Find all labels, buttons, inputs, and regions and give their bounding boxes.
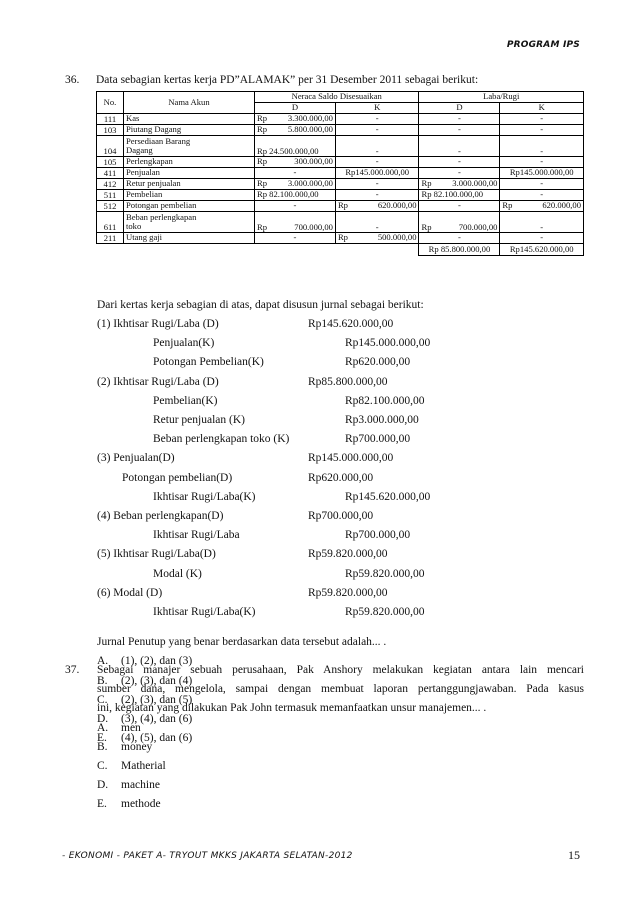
journal-lead: Dari kertas kerja sebagian di atas, dapat disusun jurnal sebagai berikut: <box>97 299 424 311</box>
question-36-prompt: Jurnal Penutup yang benar berdasarkan data tersebut adalah... . <box>97 636 387 649</box>
journal-entry-account: Beban perlengkapan toko (K) <box>153 433 290 446</box>
option-letter: C. <box>97 760 108 772</box>
nsd-kredit-cell: - <box>335 179 419 190</box>
lr-kredit-cell: - <box>500 212 584 233</box>
option-letter: B. <box>97 674 108 687</box>
account-number: 511 <box>97 190 124 201</box>
question-intro: Data sebagian kertas kerja PD”ALAMAK” per 31 Desember 2011 sebagai berikut: <box>96 74 479 86</box>
account-name <box>124 168 255 179</box>
lr-debit-cell: - <box>419 125 500 136</box>
table-row <box>97 157 584 168</box>
nsd-debit-cell <box>255 125 336 136</box>
option-text: methode <box>121 798 161 811</box>
journal-entry-amount: Rp59.820.000,00 <box>308 548 388 561</box>
question-number: 36. <box>65 74 80 86</box>
journal-entry-amount: Rp59.820.000,00 <box>345 606 425 618</box>
lr-kredit-cell: - <box>500 114 584 125</box>
totals-row <box>97 244 584 256</box>
account-name-line: Persediaan Barang <box>126 135 191 146</box>
lr-debit-cell: - <box>419 168 500 179</box>
nsd-kredit-cell: - <box>335 136 419 157</box>
account-number: 111 <box>97 114 124 125</box>
amount-prefix: Rp <box>502 200 513 211</box>
account-name-line: Potongan pembelian <box>126 200 197 211</box>
lr-debit-cell: - <box>419 233 500 244</box>
journal-entry-account: (6) Modal (D) <box>97 586 163 599</box>
table-row <box>97 179 584 190</box>
account-name <box>124 190 255 201</box>
journal-entry-account: (1) Ikhtisar Rugi/Laba (D) <box>97 318 219 330</box>
question-number: 37. <box>65 664 80 676</box>
journal-entry-account: (3) Penjualan(D) <box>97 452 175 465</box>
journal-entry-amount: Rp82.100.000,00 <box>345 394 425 407</box>
account-name <box>124 114 255 125</box>
account-number: 611 <box>97 212 124 233</box>
nsd-debit-cell <box>255 157 336 168</box>
nsd-debit-cell <box>255 136 336 157</box>
nsd-debit-cell <box>255 190 336 201</box>
amount-value: 500.000,00 <box>377 232 417 243</box>
amount-value: 700.000,00 <box>294 221 333 232</box>
worksheet-table <box>96 91 584 256</box>
journal-entry-amount: Rp85.800.000,00 <box>308 375 388 388</box>
amount-prefix: Rp 24.500.000,00 <box>257 145 319 156</box>
amount-value: 3.000.000,00 <box>452 178 498 189</box>
question-37-text: ini, kegiatan yang dilakukan Pak John termasuk memanfaatkan unsur manajemen... . <box>97 702 487 715</box>
account-name <box>124 136 255 157</box>
table-row <box>97 233 584 244</box>
amount-value: 5.800.000,00 <box>287 124 333 135</box>
lr-kredit-cell: - <box>500 190 584 201</box>
table-row <box>97 114 584 125</box>
header-neraca-saldo: Neraca Saldo Disesuaikan <box>255 92 419 103</box>
journal-entry-account: Penjualan(K) <box>153 337 215 350</box>
amount-prefix: Rp <box>257 124 268 135</box>
journal-entry-amount: Rp3.000.000,00 <box>345 414 419 426</box>
amount-value: 700.000,00 <box>458 221 498 232</box>
lr-kredit-cell: - <box>500 157 584 168</box>
lr-debit-cell: - <box>419 136 500 157</box>
amount-prefix: Rp <box>421 178 432 189</box>
table-row <box>97 168 584 179</box>
amount-value: 300.000,00 <box>294 156 333 167</box>
nsd-kredit-cell: - <box>335 114 419 125</box>
account-name-line: Dagang <box>126 145 153 155</box>
option-text: men <box>121 721 141 734</box>
journal-entry-amount: Rp620.000,00 <box>345 356 411 369</box>
header-nsd-debit: D <box>255 103 336 114</box>
nsd-debit-cell <box>255 212 336 233</box>
header-tag: PROGRAM IPS <box>506 40 580 50</box>
option-letter: E. <box>97 798 107 811</box>
journal-entry-amount: Rp145.000.000,00 <box>345 337 431 350</box>
journal-entry-account: Ikhtisar Rugi/Laba(K) <box>153 490 256 503</box>
journal-entry-account: (5) Ikhtisar Rugi/Laba(D) <box>97 548 216 561</box>
option-letter: D. <box>97 779 109 792</box>
account-name-line: Piutang Dagang <box>126 124 182 135</box>
header-no: No. <box>97 92 124 114</box>
lr-kredit-cell <box>500 201 584 212</box>
amount-value: 620.000,00 <box>542 200 581 211</box>
option-text: money <box>121 740 153 753</box>
account-number: 104 <box>97 136 124 157</box>
account-name-line: Retur penjualan <box>126 178 181 189</box>
nsd-kredit-cell: - <box>335 125 419 136</box>
amount-value: 3.300.000,00 <box>287 113 333 124</box>
nsd-debit-cell: - <box>255 201 336 212</box>
lr-debit-cell <box>419 179 500 190</box>
option-text: machine <box>121 779 160 792</box>
nsd-kredit-cell: - <box>335 190 419 201</box>
nsd-kredit-cell: - <box>335 157 419 168</box>
amount-prefix: Rp <box>257 156 268 167</box>
amount-value: 620.000,00 <box>377 200 417 211</box>
question-37-text: Sebagai manajer sebuah perusahaan, Pak Anshory melakukan kegiatan antara lain mencari <box>97 664 584 676</box>
table-row <box>97 212 584 233</box>
option-text: (2), (3), dan (4) <box>121 674 193 687</box>
nsd-debit-cell <box>255 179 336 190</box>
journal-entry-amount: Rp59.820.000,00 <box>308 586 388 599</box>
account-number: 412 <box>97 179 124 190</box>
account-name-line: Perlengkapan <box>126 156 173 167</box>
totals-spacer <box>97 244 419 256</box>
account-name <box>124 233 255 244</box>
header-nsd-kredit: K <box>335 103 419 114</box>
header-lr-debit: D <box>419 103 500 114</box>
nsd-debit-cell: - <box>255 168 336 179</box>
lr-kredit-cell: Rp145.000.000,00 <box>500 168 584 179</box>
account-name <box>124 212 255 233</box>
option-text: (4), (5), dan (6) <box>121 732 193 745</box>
account-name-line: Penjualan <box>126 167 160 178</box>
nsd-kredit-cell: - <box>335 212 419 233</box>
amount-prefix: Rp 82.100.000,00 <box>257 189 319 200</box>
account-name-line: Pembelian <box>126 189 163 200</box>
amount-prefix: Rp <box>421 221 432 232</box>
account-name-line: Utang gaji <box>126 232 163 243</box>
journal-entry-account: (2) Ikhtisar Rugi/Laba (D) <box>97 375 219 388</box>
account-name-line: Beban perlengkapan <box>126 211 197 222</box>
journal-entry-amount: Rp145.620.000,00 <box>308 318 394 330</box>
journal-entry-amount: Rp620.000,00 <box>308 471 374 484</box>
option-letter: D. <box>97 713 109 725</box>
nsd-debit-cell: - <box>255 233 336 244</box>
question-37-text: sumber dana, mengelola, sampai dengan membuat laporan pertanggungjawaban. Pada kasus <box>97 683 584 696</box>
journal-entry-account: Ikhtisar Rugi/Laba <box>153 529 240 542</box>
lr-debit-cell <box>419 190 500 201</box>
amount-prefix: Rp <box>337 232 348 243</box>
page-number: 15 <box>568 848 580 862</box>
option-letter: B. <box>97 740 108 753</box>
lr-debit-cell: - <box>419 157 500 168</box>
lr-kredit-cell: - <box>500 125 584 136</box>
account-number: 512 <box>97 201 124 212</box>
option-text: (3), (4), dan (6) <box>121 713 193 725</box>
journal-entry-account: Ikhtisar Rugi/Laba(K) <box>153 606 256 618</box>
table-row <box>97 190 584 201</box>
option-text: (2), (3), dan (5) <box>121 693 193 706</box>
table-row <box>97 201 584 212</box>
amount-prefix: Rp <box>337 200 348 211</box>
total-lr-debit: Rp 85.800.000,00 <box>419 244 500 256</box>
header-lr-kredit: K <box>500 103 584 114</box>
amount-prefix: Rp <box>257 178 268 189</box>
nsd-kredit-cell: Rp145.000.000,00 <box>335 168 419 179</box>
journal-entry-account: Potongan pembelian(D) <box>122 471 233 484</box>
option-letter: A. <box>97 655 109 668</box>
nsd-kredit-cell <box>335 233 419 244</box>
account-number: 211 <box>97 233 124 244</box>
amount-prefix: Rp 82.100.000,00 <box>421 189 484 200</box>
option-letter: C. <box>97 693 108 706</box>
option-text: (1), (2), dan (3) <box>121 655 193 668</box>
account-name <box>124 157 255 168</box>
nsd-kredit-cell <box>335 201 419 212</box>
account-name <box>124 125 255 136</box>
lr-kredit-cell: - <box>500 233 584 244</box>
nsd-debit-cell <box>255 114 336 125</box>
footer: - EKONOMI - PAKET A- TRYOUT MKKS JAKARTA SELATAN-2012 <box>62 851 353 861</box>
journal-entry-account: (4) Beban perlengkapan(D) <box>97 510 224 522</box>
table-row <box>97 125 584 136</box>
journal-entry-amount: Rp59.820.000,00 <box>345 567 425 580</box>
account-number: 411 <box>97 168 124 179</box>
account-name <box>124 179 255 190</box>
lr-debit-cell: - <box>419 114 500 125</box>
journal-entry-amount: Rp700.000,00 <box>345 433 411 446</box>
journal-entry-amount: Rp700.000,00 <box>345 529 411 542</box>
question-36 <box>65 74 479 86</box>
journal-entry-amount: Rp145.000.000,00 <box>308 452 394 465</box>
option-text: Matherial <box>121 760 166 772</box>
account-number: 103 <box>97 125 124 136</box>
total-lr-kredit: Rp145.620.000,00 <box>500 244 584 256</box>
journal-entry-amount: Rp145.620.000,00 <box>345 490 431 503</box>
journal-entry-amount: Rp700.000,00 <box>308 510 374 522</box>
lr-kredit-cell: - <box>500 179 584 190</box>
amount-prefix: Rp <box>257 113 268 124</box>
header-laba-rugi: Laba/Rugi <box>419 92 584 103</box>
header-nama-akun: Nama Akun <box>124 92 255 114</box>
account-number: 105 <box>97 157 124 168</box>
journal-entry-account: Pembelian(K) <box>153 394 218 407</box>
lr-kredit-cell: - <box>500 136 584 157</box>
option-letter: E. <box>97 732 107 745</box>
journal-entry-account: Modal (K) <box>153 567 202 580</box>
account-name <box>124 201 255 212</box>
account-name-line: Kas <box>126 113 140 124</box>
journal-entry-account: Potongan Pembelian(K) <box>153 356 264 369</box>
account-name-line: toko <box>126 221 142 231</box>
lr-debit-cell <box>419 212 500 233</box>
amount-prefix: Rp <box>257 221 268 232</box>
amount-value: 3.000.000,00 <box>287 178 333 189</box>
option-letter: A. <box>97 721 109 734</box>
table-row <box>97 136 584 157</box>
lr-debit-cell: - <box>419 201 500 212</box>
journal-entry-account: Retur penjualan (K) <box>153 414 245 426</box>
